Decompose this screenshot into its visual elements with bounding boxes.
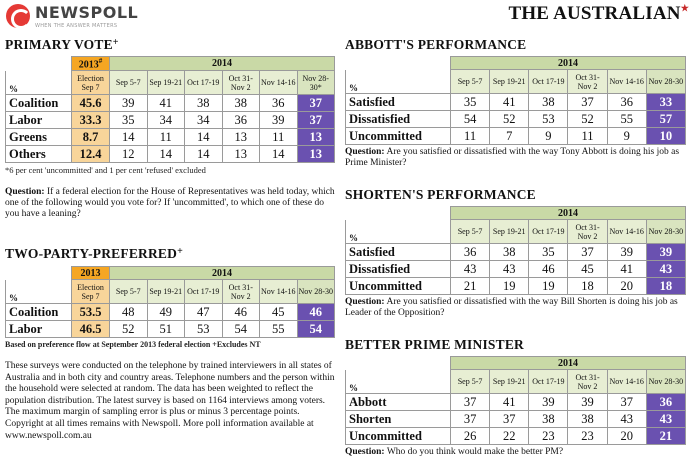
- year-2014-header: 2014: [451, 57, 686, 70]
- column-header: Nov 28-30: [646, 220, 685, 244]
- column-header: Oct 17-19: [185, 71, 223, 95]
- table-row: Satisfied 36 38 35 37 39 39: [346, 244, 686, 261]
- column-header: Oct 17-19: [185, 280, 223, 304]
- column-header: Oct 17-19: [529, 220, 568, 244]
- column-header: Nov 28-30: [646, 370, 685, 394]
- primary-vote-panel: [5, 37, 337, 220]
- column-header: Sep 5-7: [110, 71, 148, 95]
- percent-label: %: [346, 220, 451, 244]
- column-header: Nov 28-30: [646, 70, 685, 94]
- shorten-panel: [345, 187, 690, 319]
- column-header: Sep 19-21: [490, 220, 529, 244]
- shorten-title: SHORTEN'S PERFORMANCE: [345, 187, 536, 202]
- column-header: Oct 17-19: [529, 70, 568, 94]
- two-party-panel: [5, 246, 339, 442]
- two-party-title: TWO-PARTY-PREFERRED+: [5, 246, 183, 261]
- column-header: Oct 31- Nov 2: [222, 280, 260, 304]
- abbott-title: ABBOTT'S PERFORMANCE: [345, 37, 527, 52]
- table-row: Dissatisfied 54 52 53 52 55 57: [346, 111, 686, 128]
- newspoll-tagline: WHEN THE ANSWER MATTERS: [35, 23, 118, 29]
- year-2013-header: 2013#: [72, 57, 110, 71]
- column-header: Sep 19-21: [490, 370, 529, 394]
- table-row: Coalition 45.6 39 41 38 38 36 37: [6, 95, 335, 112]
- newspoll-brand: [6, 3, 138, 29]
- star-icon: ★: [680, 3, 689, 13]
- column-header: Sep 19-21: [147, 71, 185, 95]
- column-header: Nov 14-16: [260, 280, 298, 304]
- percent-label: %: [6, 280, 72, 304]
- year-2014-header: 2014: [451, 357, 686, 370]
- table-row: Shorten 37 37 38 38 43 43: [346, 411, 686, 428]
- table-row: Uncommitted 26 22 23 23 20 21: [346, 428, 686, 445]
- percent-label: %: [346, 370, 451, 394]
- column-header: Nov 28-30: [297, 280, 335, 304]
- column-header: Sep 19-21: [147, 280, 185, 304]
- newspoll-logo-icon: [6, 4, 30, 28]
- primary-vote-question: Question: If a federal election for the House of Representatives was held today, which one of the following would you vote for? If 'uncommitted', to which one of these do you have a leaning?: [5, 187, 335, 220]
- table-row: Labor 46.5 52 51 53 54 55 54: [6, 321, 335, 338]
- column-header: Sep 5-7: [451, 220, 490, 244]
- primary-vote-footnote: *6 per cent 'uncommitted' and 1 per cent 'refused' excluded: [5, 165, 206, 176]
- table-row: Dissatisfied 43 43 46 45 41 43: [346, 261, 686, 278]
- column-header: Election Sep 7: [72, 71, 110, 95]
- abbott-table: [345, 56, 686, 145]
- primary-vote-title: PRIMARY VOTE+: [5, 37, 119, 52]
- column-header: Oct 31- Nov 2: [222, 71, 260, 95]
- column-header: Election Sep 7: [72, 280, 110, 304]
- column-header: Sep 5-7: [110, 280, 148, 304]
- the-australian-masthead: THE AUSTRALIAN★: [508, 3, 689, 24]
- better-pm-panel: [345, 337, 690, 458]
- column-header: Nov 14-16: [607, 370, 646, 394]
- table-row: Labor 33.3 35 34 34 36 39 37: [6, 112, 335, 129]
- table-row: Greens 8.7 14 11 14 13 11 13: [6, 129, 335, 146]
- table-row: Uncommitted 11 7 9 11 9 10: [346, 128, 686, 145]
- column-header: Oct 31- Nov 2: [568, 70, 607, 94]
- column-header: Sep 5-7: [451, 70, 490, 94]
- shorten-table: [345, 206, 686, 295]
- two-party-table: [5, 266, 335, 338]
- table-row: Satisfied 35 41 38 37 36 33: [346, 94, 686, 111]
- methodology-text: These surveys were conducted on the telephone by trained interviewers in all states of Australia and in both city and country areas. Telephone numbers and the person within the household were selected at random. The data has been weighted to reflect the population distribution. The latest survey is based on 1164 interviews among voters. The maximum margin of sampling error is plus or minus 3 percentage points. Copyright at all times remains with Newspoll. More poll information available at www.newspoll.com.au: [5, 361, 335, 441]
- better-pm-title: BETTER PRIME MINISTER: [345, 337, 524, 352]
- year-2014-header: 2014: [451, 207, 686, 220]
- column-header: Oct 31- Nov 2: [568, 370, 607, 394]
- column-header: Oct 31- Nov 2: [568, 220, 607, 244]
- column-header: Nov 14-16: [260, 71, 298, 95]
- table-row: Coalition 53.5 48 49 47 46 45 46: [6, 304, 335, 321]
- column-header: Sep 19-21: [490, 70, 529, 94]
- percent-label: %: [6, 71, 72, 95]
- primary-vote-table: [5, 56, 335, 163]
- table-row: Uncommitted 21 19 19 18 20 18: [346, 278, 686, 295]
- shorten-question: Question: Are you satisfied or dissatisfied with the way Bill Shorten is doing his job as Leader of the Opposition?: [345, 297, 678, 318]
- newspoll-name: NEWSPOLL: [35, 3, 139, 22]
- year-2014-header: 2014: [110, 57, 335, 71]
- column-header: Nov 14-16: [607, 220, 646, 244]
- table-row: Others 12.4 12 14 14 13 14 13: [6, 146, 335, 163]
- better-pm-question: Question: Who do you think would make the better PM?: [345, 447, 564, 457]
- abbott-question: Question: Are you satisfied or dissatisfied with the way Tony Abbott is doing his job as Prime Minister?: [345, 147, 680, 168]
- percent-label: %: [346, 70, 451, 94]
- table-row: Abbott 37 41 39 39 37 36: [346, 394, 686, 411]
- two-party-footnote: Based on preference flow at September 2013 federal election +Excludes NT: [5, 340, 261, 349]
- column-header: Oct 17-19: [529, 370, 568, 394]
- better-pm-table: [345, 356, 686, 445]
- column-header: Sep 5-7: [451, 370, 490, 394]
- column-header: Nov 14-16: [607, 70, 646, 94]
- abbott-panel: [345, 37, 690, 169]
- year-2013-header: 2013: [72, 267, 110, 280]
- year-2014-header: 2014: [110, 267, 335, 280]
- column-header: Nov 28-30*: [297, 71, 335, 95]
